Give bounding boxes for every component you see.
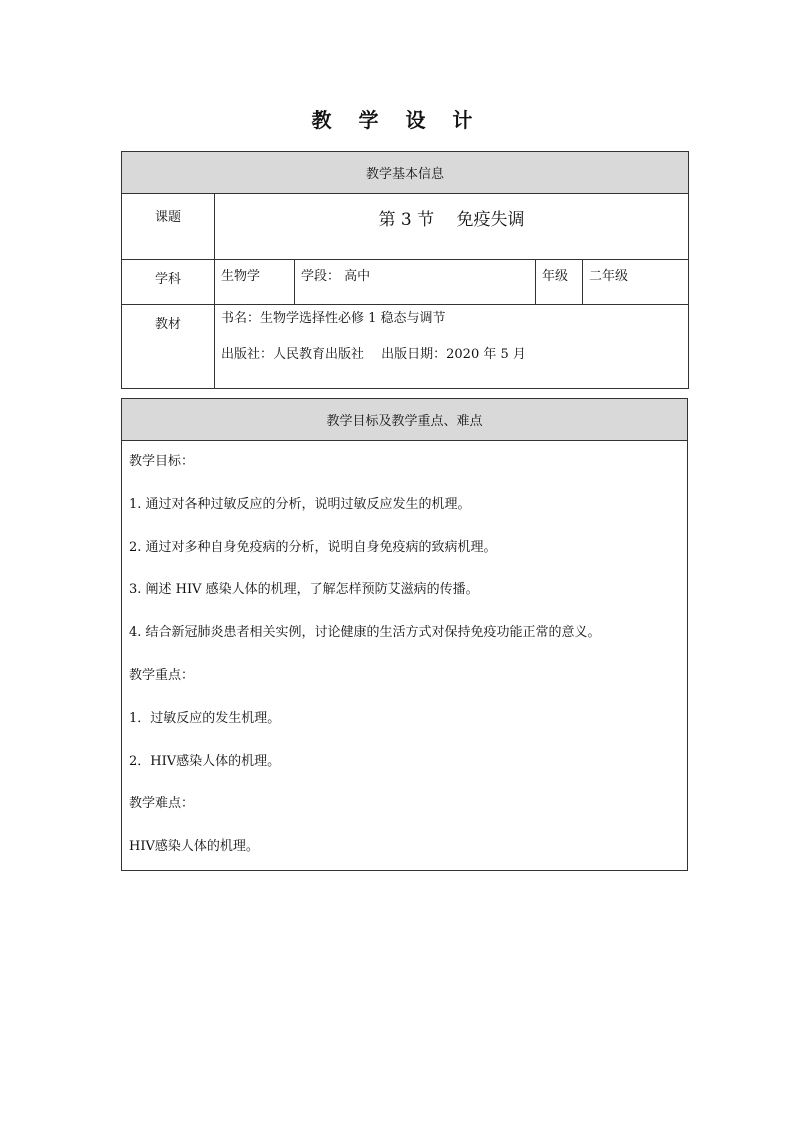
goals-line: 1. 通过对各种过敏反应的分析，说明过敏反应发生的机理。 — [129, 496, 471, 512]
grade-value: 二年级 — [583, 260, 689, 305]
goals-line: HIV感染人体的机理。 — [129, 839, 259, 855]
goals-line: 教学重点： — [129, 667, 195, 683]
goals-line: 4. 结合新冠肺炎患者相关实例，讨论健康的生活方式对保持免疫功能正常的意义。 — [129, 625, 601, 641]
goals-table — [121, 398, 688, 871]
stage-value: 学段： 高中 — [295, 260, 536, 305]
goals-body — [122, 441, 688, 871]
textbook-value — [215, 305, 689, 389]
goals-line: 2. 通过对多种自身免疫病的分析，说明自身免疫病的致病机理。 — [129, 539, 497, 555]
goals-line: 1．过敏反应的发生机理。 — [129, 710, 281, 726]
goals-line: 教学目标： — [129, 454, 195, 469]
book-name: 书名：生物学选择性必修 1 稳态与调节 — [221, 311, 446, 326]
topic-label: 课题 — [122, 194, 215, 260]
goals-line: 2．HIV感染人体的机理。 — [129, 753, 281, 769]
publisher-info: 出版社：人民教育出版社 出版日期：2020 年 5 月 — [221, 347, 526, 362]
subject-value: 生物学 — [215, 260, 295, 305]
topic-value: 第 3 节 免疫失调 — [215, 194, 689, 260]
goals-line: 3. 阐述 HIV 感染人体的机理，了解怎样预防艾滋病的传播。 — [129, 582, 479, 598]
goals-header: 教学目标及教学重点、难点 — [122, 399, 688, 441]
goals-line: 教学难点： — [129, 796, 195, 812]
subject-label: 学科 — [122, 260, 215, 305]
textbook-label: 教材 — [122, 305, 215, 389]
basic-info-table — [121, 151, 689, 389]
document-title: 教 学 设 计 — [311, 108, 483, 132]
basic-info-header: 教学基本信息 — [122, 152, 689, 194]
grade-label: 年级 — [536, 260, 583, 305]
